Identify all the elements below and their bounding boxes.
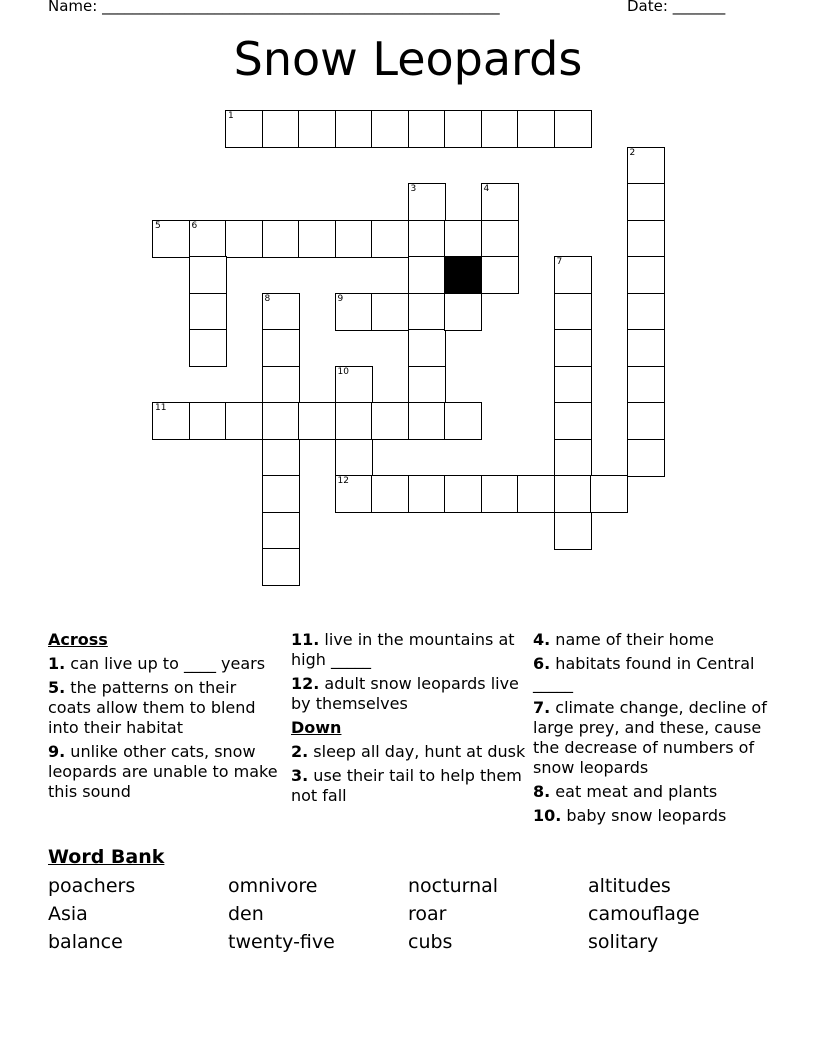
grid-cell[interactable] [408,366,446,404]
clue-number: 5 [155,220,161,231]
grid-cell[interactable] [627,329,665,367]
grid-cell[interactable] [590,475,628,513]
grid-cell[interactable] [627,147,665,185]
grid-cell[interactable] [408,183,446,221]
clue-number: 10 [337,366,349,377]
grid-cell[interactable] [371,402,409,440]
grid-cell[interactable] [627,256,665,294]
grid-cell[interactable] [517,475,555,513]
grid-cell[interactable] [408,293,446,331]
date-line[interactable]: _______ [672,0,726,15]
word-bank-word: balance [48,931,123,953]
grid-cell[interactable] [627,402,665,440]
grid-cell[interactable] [225,220,263,258]
grid-cell[interactable] [481,220,519,258]
grid-cell[interactable] [481,256,519,294]
word-bank-word: nocturnal [408,875,499,897]
date-field [627,0,725,15]
grid-cell[interactable] [335,293,373,331]
clue-number: 11 [155,403,167,413]
clue-number: 8 [264,293,271,304]
clues-column-3 [533,630,773,830]
grid-cell[interactable] [189,220,227,258]
grid-cell[interactable] [554,329,592,367]
clues-column-1 [48,630,283,806]
grid-cell[interactable] [262,548,300,586]
grid-cell[interactable] [554,512,592,550]
grid-cell[interactable] [335,366,373,404]
clue-down-2: 2. sleep all day, hunt at dusk [291,742,526,761]
grid-cell[interactable] [152,220,190,258]
clue-down-4: 4. name of their home [533,630,714,649]
clue-number: 2 [629,147,636,158]
grid-cell[interactable] [408,256,446,294]
grid-cell[interactable] [335,475,373,513]
clue-across-12: 12. adult snow leopards live by themselves [291,674,519,713]
grid-cell[interactable] [335,439,373,477]
grid-cell[interactable] [627,183,665,221]
grid-cell[interactable] [627,293,665,331]
grid-cell[interactable] [408,220,446,258]
clue-across-5: 5. the patterns on their coats allow them to blend into their habitat [48,678,256,737]
clue-across-1: 1. can live up to ____ years [48,654,266,673]
name-field [48,0,500,15]
clue-down-10: 10. baby snow leopards [533,806,727,825]
grid-cell[interactable] [189,402,227,440]
clue-number: 4 [483,184,490,194]
grid-cell[interactable] [189,293,227,331]
down-heading: Down [291,718,342,737]
grid-cell[interactable] [554,439,592,477]
grid-cell[interactable] [225,402,263,440]
grid-cell[interactable] [262,512,300,550]
clue-down-3: 3. use their tail to help them not fall [291,766,522,805]
grid-cell[interactable] [444,293,482,331]
word-bank-word: Asia [48,903,88,925]
word-bank-word: solitary [588,931,659,953]
grid-cell[interactable] [517,110,555,148]
grid-cell[interactable] [554,293,592,331]
grid-cell[interactable] [262,439,300,477]
date-label: Date: [627,0,668,15]
grid-cell[interactable] [225,110,263,148]
clue-across-9: 9. unlike other cats, snow leopards are unable to make this sound [48,742,278,801]
grid-cell[interactable] [554,256,592,294]
grid-cell[interactable] [262,366,300,404]
grid-cell[interactable] [262,475,300,513]
clue-number: 3 [410,184,417,194]
grid-cell[interactable] [262,402,300,440]
grid-cell[interactable] [298,220,336,258]
name-label: Name: [48,0,98,15]
word-bank-word: twenty-five [228,931,335,953]
grid-cell[interactable] [189,256,227,294]
grid-cell[interactable] [481,475,519,513]
word-bank-word: den [228,903,264,925]
word-bank-word: omnivore [228,875,318,897]
grid-cell[interactable] [298,110,336,148]
grid-cell[interactable] [444,220,482,258]
grid-cell[interactable] [152,402,190,440]
grid-cell[interactable] [408,110,446,148]
across-heading: Across [48,630,108,649]
grid-cell[interactable] [554,475,592,513]
word-bank-word: roar [408,903,447,925]
grid-cell[interactable] [298,402,336,440]
grid-cell[interactable] [262,220,300,258]
name-line[interactable]: _____________________________________________________ [102,0,500,15]
grid-cell[interactable] [371,220,409,258]
clue-down-8: 8. eat meat and plants [533,782,718,801]
grid-cell[interactable] [627,220,665,258]
grid-cell[interactable] [554,402,592,440]
clue-down-7: 7. climate change, decline of large prey, and these, cause the decrease of numbers of snow leopards [533,698,767,777]
grid-cell[interactable] [554,366,592,404]
grid-cell[interactable] [627,366,665,404]
word-bank-title: Word Bank [48,846,165,868]
grid-cell[interactable] [481,183,519,221]
clue-number: 12 [337,476,349,486]
clue-across-11: 11. live in the mountains at high _____ [291,630,515,669]
grid-cell[interactable] [335,402,373,440]
grid-cell[interactable] [371,293,409,331]
clue-down-6: 6. habitats found in Central _____ [533,654,755,693]
clues-column-2 [291,630,526,810]
word-bank-word: cubs [408,931,453,953]
grid-cell[interactable] [444,475,482,513]
grid-cell[interactable] [408,402,446,440]
word-bank-word: altitudes [588,875,671,897]
grid-cell[interactable] [554,110,592,148]
grid-cell[interactable] [262,329,300,367]
black-cell [444,256,482,294]
grid-cell[interactable] [481,110,519,148]
grid-cell[interactable] [371,475,409,513]
grid-cell[interactable] [371,110,409,148]
grid-cell[interactable] [408,329,446,367]
grid-cell[interactable] [335,110,373,148]
clue-number: 1 [228,111,234,121]
grid-cell[interactable] [262,110,300,148]
grid-cell[interactable] [444,110,482,148]
clue-number: 7 [556,257,563,267]
grid-cell[interactable] [627,439,665,477]
word-bank-word: camouflage [588,903,700,925]
grid-cell[interactable] [408,475,446,513]
grid-cell[interactable] [262,293,300,331]
page-title: Snow Leopards [233,32,583,86]
clue-number: 9 [337,293,344,304]
word-bank-word: poachers [48,875,136,897]
grid-cell[interactable] [444,402,482,440]
grid-cell[interactable] [189,329,227,367]
clue-number: 6 [191,220,198,231]
grid-cell[interactable] [335,220,373,258]
